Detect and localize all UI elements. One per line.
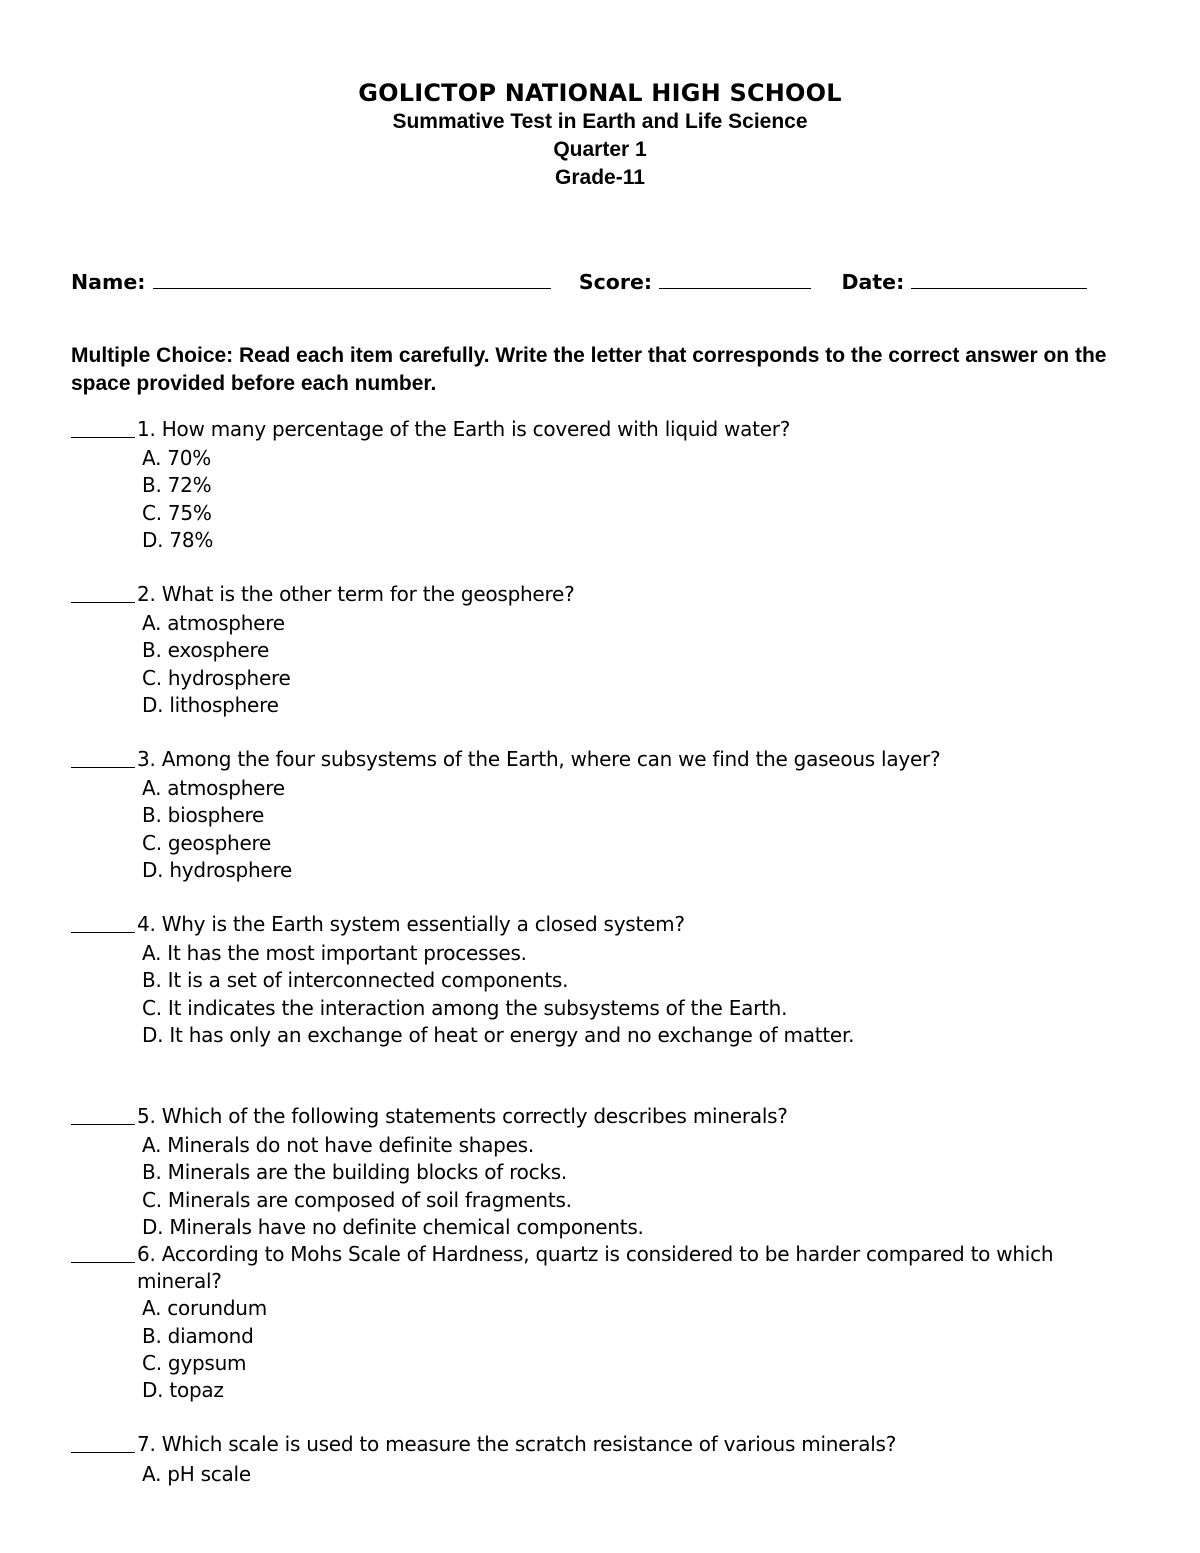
option: A. corundum [142, 1296, 267, 1321]
score-blank [659, 266, 811, 289]
document-header [0, 78, 1200, 192]
question-4 [71, 911, 1141, 1049]
question-number: 4. [137, 912, 156, 937]
option: C. geosphere [142, 830, 272, 855]
option: D. Minerals have no definite chemical components. [142, 1214, 644, 1239]
question-3 [71, 746, 1141, 884]
option: D. hydrosphere [142, 857, 293, 882]
school-name: GOLICTOP NATIONAL HIGH SCHOOL [358, 79, 842, 107]
option: A. It has the most important processes. [142, 941, 527, 966]
question-text: How many percentage of the Earth is covered with liquid water? [161, 417, 791, 441]
option: C. It indicates the interaction among the subsystems of the Earth. [142, 995, 788, 1020]
name-blank [153, 266, 551, 289]
question-list [71, 416, 1141, 1488]
question-number: 5. [137, 1104, 156, 1129]
option: C. hydrosphere [142, 665, 291, 690]
student-info-line [71, 266, 1131, 297]
option: A. atmosphere [142, 611, 285, 636]
option: C. Minerals are composed of soil fragments. [142, 1187, 572, 1212]
grade-label: Grade-11 [555, 166, 645, 189]
option: B. biosphere [142, 803, 265, 828]
question-number: 7. [137, 1432, 156, 1457]
question-text: According to Mohs Scale of Hardness, quartz is considered to be harder compared to which mineral? [137, 1242, 1054, 1294]
question-text: What is the other term for the geosphere? [161, 582, 575, 607]
question-7 [71, 1431, 1141, 1487]
option: A. 70% [142, 446, 211, 471]
question-text: Why is the Earth system essentially a closed system? [161, 912, 685, 937]
question-text: Among the four subsystems of the Earth, where can we find the gaseous layer? [161, 747, 941, 772]
option: C. 75% [142, 500, 212, 525]
option: D. lithosphere [142, 692, 279, 717]
answer-blank [71, 1241, 137, 1270]
option: D. topaz [142, 1378, 224, 1403]
name-label: Name: [71, 270, 146, 294]
instructions: Multiple Choice: Read each item carefully. Write the letter that corresponds to the correct answer on the space provided before each number. [71, 344, 1107, 395]
option: A. Minerals do not have definite shapes. [142, 1133, 534, 1158]
question-6 [71, 1241, 1141, 1404]
answer-blank [71, 746, 137, 775]
answer-blank [71, 1103, 137, 1132]
question-number: 2. [137, 582, 156, 607]
option: B. Minerals are the building blocks of rocks. [142, 1160, 567, 1185]
answer-blank [71, 581, 137, 610]
option: D. 78% [142, 527, 214, 552]
question-text: Which of the following statements correctly describes minerals? [161, 1104, 788, 1129]
question-number: 6. [137, 1242, 156, 1267]
quarter-label: Quarter 1 [553, 138, 647, 161]
test-title: Summative Test in Earth and Life Science [392, 110, 808, 133]
question-2 [71, 581, 1141, 719]
question-number: 3. [137, 747, 156, 772]
question-1 [71, 416, 1141, 554]
answer-blank [71, 911, 137, 940]
answer-blank [71, 1431, 137, 1460]
option: B. exosphere [142, 638, 270, 663]
score-label: Score: [578, 270, 653, 294]
option: C. gypsum [142, 1350, 247, 1375]
date-blank [911, 266, 1087, 289]
option: B. 72% [142, 473, 212, 498]
option: D. It has only an exchange of heat or energy and no exchange of matter. [142, 1022, 855, 1047]
question-number: 1. [137, 417, 156, 441]
option: A. pH scale [142, 1461, 251, 1486]
option: B. diamond [142, 1323, 254, 1348]
date-label: Date: [841, 270, 905, 294]
question-5 [71, 1103, 1141, 1241]
question-text: Which scale is used to measure the scratch resistance of various minerals? [161, 1432, 897, 1457]
answer-blank [71, 416, 137, 445]
option: B. It is a set of interconnected components. [142, 968, 569, 993]
option: A. atmosphere [142, 776, 285, 801]
